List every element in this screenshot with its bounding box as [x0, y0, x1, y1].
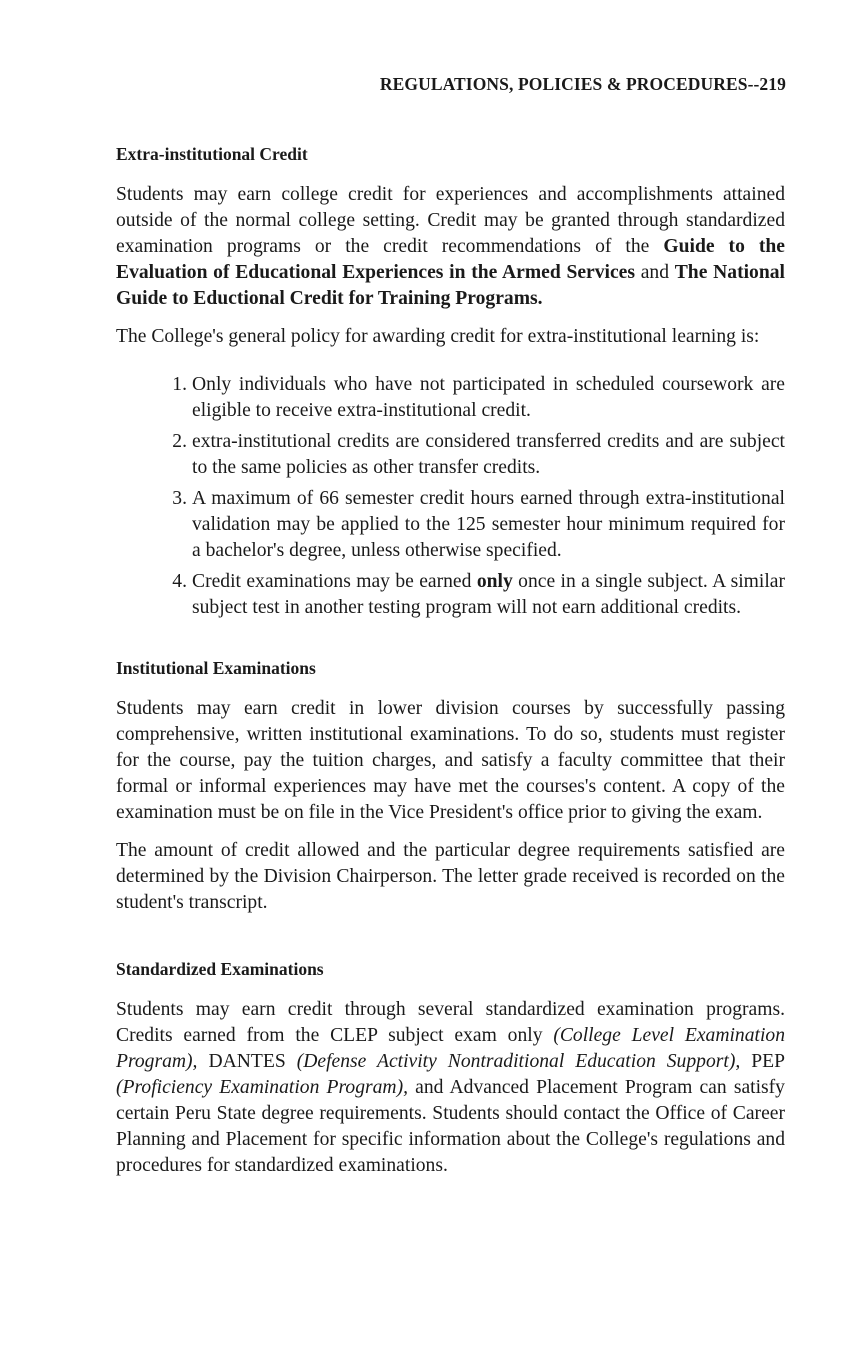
conjunction-text: and — [635, 262, 675, 283]
list-item-text: Only individuals who have not participated in scheduled coursework are eligible to receive extra-institutional credit. — [192, 374, 785, 421]
paragraph-text: DANTES — [197, 1051, 297, 1072]
policy-list-item — [172, 372, 785, 424]
guide-title-armed-services: Guide to the Evaluation of Educational Experiences in the Armed Services — [116, 236, 785, 283]
list-number: 3. — [172, 488, 187, 509]
paragraph-institutional-1: Students may earn credit in lower division courses by successfully passing comprehensive, written institutional examinations. To do so, students must register for the course, pay the tuition charges, and satisfy a faculty committee that their formal or informal experiences may have met the courses's content. A copy of the examination must be on file in the Vice President's office prior to giving the exam. — [116, 698, 785, 823]
guide-title-training-programs: The National Guide to Eductional Credit for Training Programs. — [116, 262, 785, 309]
list-number: 2. — [172, 431, 187, 452]
section-heading: Standardized Examinations — [116, 959, 324, 979]
pep-expansion: (Proficiency Examination Program), — [116, 1077, 408, 1098]
paragraph-text: PEP — [740, 1051, 785, 1072]
list-number: 4. — [172, 571, 187, 592]
paragraph-text: Students may earn college credit for experiences and accomplishments attained outside of the normal college setting. Credit may be granted through standardized examination programs or the credit recommendations of the — [116, 184, 785, 257]
list-item-text: A maximum of 66 semester credit hours earned through extra-institutional validation may be applied to the 125 semester hour minimum required for a bachelor's degree, unless otherwise specified. — [192, 488, 785, 561]
list-item-text: Credit examinations may be earned — [192, 571, 477, 592]
dantes-expansion: (Defense Activity Nontraditional Education Support), — [296, 1051, 741, 1072]
paragraph-policy-intro: The College's general policy for awarding credit for extra-institutional learning is: — [116, 326, 760, 347]
running-header: REGULATIONS, POLICIES & PROCEDURES--219 — [379, 74, 786, 94]
paragraph-institutional-2: The amount of credit allowed and the particular degree requirements satisfied are determined by the Division Chairperson. The letter grade received is recorded on the student's transcript. — [116, 840, 785, 913]
page-body — [116, 141, 785, 1191]
section-spacer — [116, 928, 785, 956]
section-extra-institutional-credit — [116, 141, 785, 621]
policy-list-item — [172, 486, 785, 564]
list-number: 1. — [172, 374, 187, 395]
policy-list — [116, 372, 785, 621]
section-heading: Institutional Examinations — [116, 658, 316, 678]
policy-list-item — [172, 569, 785, 621]
section-spacer — [116, 626, 785, 655]
section-heading: Extra-institutional Credit — [116, 144, 308, 164]
list-item-text: extra-institutional credits are considered transferred credits and are subject to the same policies as other transfer credits. — [192, 431, 785, 478]
paragraph-text: and Advanced Placement Program can satisfy certain Peru State degree requirements. Students should contact the Office of Career Planning and Placement for specific information about the College's regulations and procedures for standardized examinations. — [116, 1077, 785, 1176]
paragraph-standardized — [116, 997, 785, 1179]
list-item-text: once in a single subject. A similar subject test in another testing program will not earn additional credits. — [192, 571, 785, 618]
clep-expansion: (College Level Examination Program), — [116, 1025, 785, 1072]
paragraph-intro — [116, 182, 785, 312]
emphasis-only: only — [476, 571, 513, 592]
policy-list-item — [172, 429, 785, 481]
paragraph-text: Students may earn credit through several standardized examination programs. Credits earned from the CLEP subject exam only — [116, 999, 785, 1046]
section-institutional-examinations — [116, 655, 785, 916]
section-standardized-examinations — [116, 956, 785, 1179]
